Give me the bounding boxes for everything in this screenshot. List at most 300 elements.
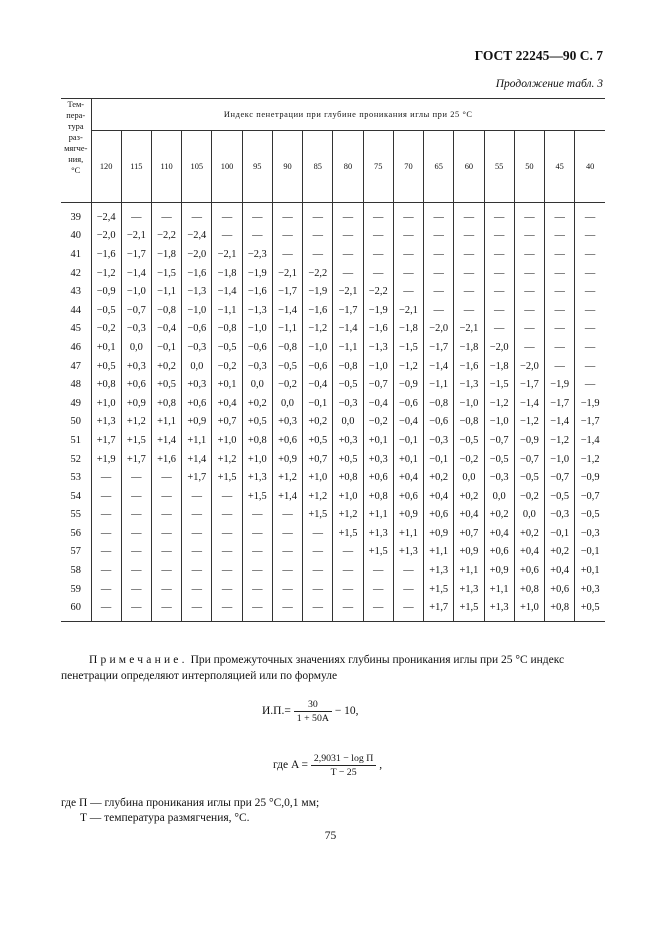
depth-header-cell: 60 bbox=[454, 131, 484, 203]
index-value-cell: — bbox=[584, 286, 596, 298]
index-value-cell: — bbox=[91, 598, 121, 621]
index-value-cell: — bbox=[272, 245, 302, 264]
index-value-cell: +0,4 bbox=[424, 487, 454, 506]
formula2-tail: , bbox=[379, 759, 383, 772]
index-value-cell: −0,1 bbox=[580, 546, 600, 558]
index-value-cell: 0,0 bbox=[182, 357, 212, 376]
index-value-cell: −0,8 bbox=[454, 413, 484, 432]
index-value-cell: −0,2 bbox=[212, 357, 242, 376]
table-row bbox=[61, 227, 605, 246]
index-value-cell: +1,1 bbox=[484, 580, 514, 599]
index-value-cell: — bbox=[303, 580, 333, 599]
index-value-cell: — bbox=[333, 264, 363, 283]
index-value-cell: −1,4 bbox=[272, 301, 302, 320]
index-value-cell: +0,2 bbox=[303, 413, 333, 432]
index-value-cell: +0,8 bbox=[514, 580, 544, 599]
index-value-cell: −1,2 bbox=[91, 264, 121, 283]
formula1-fraction bbox=[294, 698, 332, 725]
index-value-cell: −1,6 bbox=[91, 245, 121, 264]
index-value-cell: +0,4 bbox=[393, 468, 423, 487]
index-value-cell: −0,5 bbox=[545, 487, 575, 506]
formula2-numerator: 2,9031 − log П bbox=[311, 752, 376, 766]
index-value-cell: — bbox=[484, 208, 514, 227]
temp-header-line: тура bbox=[67, 122, 84, 131]
index-value-cell: +0,3 bbox=[121, 357, 151, 376]
index-value-cell: — bbox=[151, 598, 181, 621]
depth-header-cell: 50 bbox=[514, 131, 544, 203]
index-value-cell: — bbox=[272, 227, 302, 246]
index-value-cell: +1,7 bbox=[424, 598, 454, 621]
index-value-cell: −0,5 bbox=[212, 338, 242, 357]
formula2-denominator: T − 25 bbox=[330, 767, 357, 778]
index-value-cell: −0,9 bbox=[580, 472, 600, 484]
index-value-cell: +0,3 bbox=[363, 450, 393, 469]
temperature-cell: 47 bbox=[61, 357, 91, 376]
index-value-cell: — bbox=[584, 341, 596, 353]
index-value-cell: +1,0 bbox=[212, 431, 242, 450]
index-value-cell: — bbox=[454, 245, 484, 264]
table-row bbox=[61, 543, 605, 562]
index-value-cell: −0,3 bbox=[424, 431, 454, 450]
index-value-cell: — bbox=[584, 211, 596, 223]
index-value-cell: — bbox=[545, 264, 575, 283]
index-value-cell: −0,2 bbox=[454, 450, 484, 469]
table-row bbox=[61, 208, 605, 227]
index-value-cell: −2,0 bbox=[514, 357, 544, 376]
depth-header-cell: 90 bbox=[272, 131, 302, 203]
index-value-cell: −2,1 bbox=[121, 227, 151, 246]
index-value-cell: −1,1 bbox=[212, 301, 242, 320]
index-value-cell: −2,0 bbox=[91, 227, 121, 246]
index-value-cell: — bbox=[454, 282, 484, 301]
index-value-cell: — bbox=[545, 227, 575, 246]
index-value-cell: −1,7 bbox=[424, 338, 454, 357]
temp-header-line: пера- bbox=[66, 111, 86, 120]
index-value-cell: +1,5 bbox=[424, 580, 454, 599]
index-value-cell: — bbox=[393, 580, 423, 599]
index-value-cell: −0,6 bbox=[242, 338, 272, 357]
index-value-cell: 0,0 bbox=[484, 487, 514, 506]
index-value-cell: −0,5 bbox=[91, 301, 121, 320]
index-value-cell: −1,6 bbox=[454, 357, 484, 376]
index-value-cell: — bbox=[514, 282, 544, 301]
index-value-cell: +1,1 bbox=[424, 543, 454, 562]
index-value-cell: −0,7 bbox=[545, 468, 575, 487]
temperature-cell: 59 bbox=[61, 580, 91, 599]
index-value-cell: −1,6 bbox=[242, 282, 272, 301]
index-value-cell: — bbox=[242, 524, 272, 543]
index-value-cell: +0,4 bbox=[454, 506, 484, 525]
index-value-cell: — bbox=[151, 468, 181, 487]
table-row bbox=[61, 413, 605, 432]
penetration-index-formula bbox=[262, 698, 359, 725]
index-value-cell: +0,7 bbox=[454, 524, 484, 543]
index-value-cell: +0,6 bbox=[121, 375, 151, 394]
temperature-cell: 57 bbox=[61, 543, 91, 562]
index-value-cell: — bbox=[151, 580, 181, 599]
index-value-cell: −1,0 bbox=[484, 413, 514, 432]
temp-header-line: мягче- bbox=[64, 144, 88, 153]
index-value-cell: +0,3 bbox=[272, 413, 302, 432]
index-value-cell: −1,7 bbox=[333, 301, 363, 320]
index-value-cell: — bbox=[151, 208, 181, 227]
index-value-cell: — bbox=[484, 245, 514, 264]
table-note bbox=[61, 652, 607, 684]
index-value-cell: −1,9 bbox=[545, 375, 575, 394]
table-row bbox=[61, 561, 605, 580]
index-value-cell: +0,5 bbox=[333, 450, 363, 469]
index-value-cell: −0,8 bbox=[424, 394, 454, 413]
index-value-cell: — bbox=[151, 524, 181, 543]
index-value-cell: −1,8 bbox=[454, 338, 484, 357]
index-value-cell: −1,4 bbox=[333, 320, 363, 339]
index-value-cell: −0,3 bbox=[182, 338, 212, 357]
index-value-cell: — bbox=[545, 320, 575, 339]
index-value-cell: −1,0 bbox=[363, 357, 393, 376]
formula1-lhs: И.П.= bbox=[262, 705, 291, 718]
index-value-cell: — bbox=[242, 506, 272, 525]
index-value-cell: −0,1 bbox=[393, 431, 423, 450]
index-value-cell: — bbox=[454, 301, 484, 320]
temperature-cell: 43 bbox=[61, 282, 91, 301]
index-value-cell: −2,0 bbox=[484, 338, 514, 357]
index-value-cell: — bbox=[212, 561, 242, 580]
index-value-cell: −1,9 bbox=[363, 301, 393, 320]
index-value-cell: −0,7 bbox=[363, 375, 393, 394]
table-row bbox=[61, 282, 605, 301]
index-value-cell: −0,4 bbox=[363, 394, 393, 413]
index-value-cell: — bbox=[151, 506, 181, 525]
index-value-cell: — bbox=[242, 598, 272, 621]
index-value-cell: +1,5 bbox=[242, 487, 272, 506]
index-value-cell: — bbox=[393, 598, 423, 621]
index-value-cell: +0,2 bbox=[514, 524, 544, 543]
index-value-cell: — bbox=[363, 208, 393, 227]
depth-header-cell: 80 bbox=[333, 131, 363, 203]
index-value-cell: — bbox=[242, 227, 272, 246]
index-value-cell: +1,1 bbox=[454, 561, 484, 580]
depth-header-cell: 120 bbox=[91, 131, 121, 203]
index-value-cell: +0,4 bbox=[212, 394, 242, 413]
index-value-cell: −1,2 bbox=[580, 453, 600, 465]
index-value-cell: — bbox=[272, 580, 302, 599]
index-value-cell: — bbox=[333, 208, 363, 227]
index-value-cell: — bbox=[514, 227, 544, 246]
table-row bbox=[61, 338, 605, 357]
index-value-cell: — bbox=[303, 561, 333, 580]
index-value-cell: −1,0 bbox=[121, 282, 151, 301]
index-value-cell: +0,6 bbox=[182, 394, 212, 413]
index-value-cell: −1,8 bbox=[151, 245, 181, 264]
document-reference: ГОСТ 22245—90 С. 7 bbox=[474, 48, 603, 63]
index-value-cell: 0,0 bbox=[333, 413, 363, 432]
index-value-cell: +1,3 bbox=[363, 524, 393, 543]
index-value-cell: — bbox=[333, 580, 363, 599]
index-value-cell: — bbox=[584, 248, 596, 260]
index-value-cell: −0,5 bbox=[580, 509, 600, 521]
index-value-cell: — bbox=[333, 543, 363, 562]
index-value-cell: — bbox=[584, 379, 596, 391]
depth-header-cell: 40 bbox=[575, 131, 605, 203]
index-value-cell: −0,9 bbox=[91, 282, 121, 301]
formula1-denominator: 1 + 50A bbox=[296, 713, 329, 724]
index-value-cell: +0,2 bbox=[151, 357, 181, 376]
index-value-cell: — bbox=[393, 282, 423, 301]
temperature-cell: 55 bbox=[61, 506, 91, 525]
index-value-cell: +0,5 bbox=[242, 413, 272, 432]
table-row bbox=[61, 524, 605, 543]
index-value-cell: — bbox=[393, 227, 423, 246]
index-value-cell: +1,0 bbox=[242, 450, 272, 469]
table-row bbox=[61, 598, 605, 621]
index-value-cell: −0,3 bbox=[333, 394, 363, 413]
index-value-cell: — bbox=[393, 208, 423, 227]
index-value-cell: −2,0 bbox=[424, 320, 454, 339]
index-value-cell: 0,0 bbox=[121, 338, 151, 357]
index-value-cell: +1,3 bbox=[393, 543, 423, 562]
index-value-cell: — bbox=[121, 524, 151, 543]
index-value-cell: — bbox=[454, 208, 484, 227]
table-row bbox=[61, 487, 605, 506]
index-value-cell: −1,7 bbox=[272, 282, 302, 301]
index-value-cell: −0,1 bbox=[303, 394, 333, 413]
index-value-cell: −1,6 bbox=[363, 320, 393, 339]
index-value-cell: +1,5 bbox=[363, 543, 393, 562]
index-value-cell: — bbox=[121, 208, 151, 227]
index-value-cell: — bbox=[272, 561, 302, 580]
index-value-cell: +1,1 bbox=[151, 413, 181, 432]
index-value-cell: +0,8 bbox=[91, 375, 121, 394]
index-value-cell: −0,3 bbox=[545, 506, 575, 525]
index-value-cell: −1,9 bbox=[580, 397, 600, 409]
index-value-cell: — bbox=[121, 561, 151, 580]
page-number: 75 bbox=[324, 830, 337, 842]
index-value-cell: — bbox=[121, 468, 151, 487]
index-value-cell: 0,0 bbox=[514, 506, 544, 525]
index-value-cell: +1,5 bbox=[303, 506, 333, 525]
index-value-cell: +1,9 bbox=[91, 450, 121, 469]
index-value-cell: −1,7 bbox=[545, 394, 575, 413]
index-value-cell: −1,0 bbox=[454, 394, 484, 413]
index-value-cell: +0,3 bbox=[182, 375, 212, 394]
index-value-cell: — bbox=[182, 543, 212, 562]
index-value-cell: — bbox=[584, 304, 596, 316]
index-value-cell: — bbox=[151, 561, 181, 580]
index-value-cell: — bbox=[363, 245, 393, 264]
index-value-cell: — bbox=[272, 543, 302, 562]
index-value-cell: — bbox=[182, 208, 212, 227]
index-value-cell: — bbox=[303, 245, 333, 264]
depth-header-cell: 85 bbox=[303, 131, 333, 203]
index-value-cell: −2,4 bbox=[91, 208, 121, 227]
index-value-cell: — bbox=[182, 487, 212, 506]
depth-header-cell: 115 bbox=[121, 131, 151, 203]
index-value-cell: −0,7 bbox=[514, 450, 544, 469]
index-value-cell: −1,3 bbox=[454, 375, 484, 394]
index-value-cell: — bbox=[484, 282, 514, 301]
index-value-cell: −1,7 bbox=[514, 375, 544, 394]
index-value-cell: +1,2 bbox=[333, 506, 363, 525]
formula1-numerator: 30 bbox=[294, 698, 332, 712]
table-row bbox=[61, 245, 605, 264]
index-value-cell: +0,1 bbox=[393, 450, 423, 469]
index-value-cell: +0,4 bbox=[484, 524, 514, 543]
index-value-cell: +0,5 bbox=[151, 375, 181, 394]
index-value-cell: −2,0 bbox=[182, 245, 212, 264]
index-value-cell: +0,1 bbox=[212, 375, 242, 394]
index-value-cell: — bbox=[303, 524, 333, 543]
depth-header-cell: 55 bbox=[484, 131, 514, 203]
index-value-cell: −0,9 bbox=[514, 431, 544, 450]
index-value-cell: — bbox=[514, 301, 544, 320]
index-value-cell: −1,3 bbox=[242, 301, 272, 320]
index-value-cell: −0,5 bbox=[272, 357, 302, 376]
index-value-cell: −1,1 bbox=[272, 320, 302, 339]
index-value-cell: +1,7 bbox=[121, 450, 151, 469]
index-value-cell: −1,8 bbox=[484, 357, 514, 376]
index-value-cell: — bbox=[514, 208, 544, 227]
index-value-cell: +0,2 bbox=[545, 543, 575, 562]
depth-header-cell: 70 bbox=[393, 131, 423, 203]
index-value-cell: 0,0 bbox=[242, 375, 272, 394]
temp-header-line: ния, bbox=[68, 155, 84, 164]
index-value-cell: +0,4 bbox=[545, 561, 575, 580]
index-value-cell: −1,2 bbox=[393, 357, 423, 376]
index-value-cell: −0,5 bbox=[333, 375, 363, 394]
index-value-cell: −1,1 bbox=[151, 282, 181, 301]
index-value-cell: +0,9 bbox=[121, 394, 151, 413]
penetration-group-header: Индекс пенетрации при глубине проникания иглы при 25 °С bbox=[91, 99, 605, 131]
index-value-cell: +1,3 bbox=[454, 580, 484, 599]
index-value-cell: — bbox=[121, 506, 151, 525]
index-value-cell: −1,2 bbox=[303, 320, 333, 339]
index-value-cell: — bbox=[454, 227, 484, 246]
formula2-fraction bbox=[311, 752, 376, 779]
index-value-cell: −0,8 bbox=[272, 338, 302, 357]
index-value-cell: — bbox=[393, 245, 423, 264]
temperature-cell: 51 bbox=[61, 431, 91, 450]
temperature-cell: 45 bbox=[61, 320, 91, 339]
index-value-cell: — bbox=[121, 598, 151, 621]
index-value-cell: −2,2 bbox=[363, 282, 393, 301]
index-value-cell: +0,5 bbox=[303, 431, 333, 450]
index-value-cell: −1,4 bbox=[121, 264, 151, 283]
index-value-cell: — bbox=[212, 227, 242, 246]
index-value-cell: — bbox=[584, 267, 596, 279]
index-value-cell: −1,5 bbox=[151, 264, 181, 283]
index-value-cell: +0,5 bbox=[575, 598, 605, 621]
index-value-cell: +0,6 bbox=[272, 431, 302, 450]
depth-header-cell: 75 bbox=[363, 131, 393, 203]
index-value-cell: +1,2 bbox=[121, 413, 151, 432]
index-value-cell: +0,8 bbox=[333, 468, 363, 487]
index-value-cell: — bbox=[545, 282, 575, 301]
index-value-cell: +0,9 bbox=[393, 506, 423, 525]
depth-header-cell: 95 bbox=[242, 131, 272, 203]
index-value-cell: — bbox=[545, 357, 575, 376]
index-value-cell: — bbox=[424, 208, 454, 227]
definition-temperature: T — температура размягчения, °С. bbox=[80, 812, 250, 824]
index-value-cell: −0,2 bbox=[91, 320, 121, 339]
depth-header-cell: 105 bbox=[182, 131, 212, 203]
index-value-cell: +0,1 bbox=[91, 338, 121, 357]
temperature-cell: 54 bbox=[61, 487, 91, 506]
index-value-cell: −2,4 bbox=[182, 227, 212, 246]
index-value-cell: +0,8 bbox=[242, 431, 272, 450]
depth-header-cell: 110 bbox=[151, 131, 181, 203]
index-value-cell: −0,6 bbox=[424, 413, 454, 432]
table-continuation-label: Продолжение табл. 3 bbox=[495, 78, 603, 90]
index-value-cell: −1,6 bbox=[303, 301, 333, 320]
table-row bbox=[61, 320, 605, 339]
index-value-cell: −0,8 bbox=[151, 301, 181, 320]
index-value-cell: — bbox=[333, 598, 363, 621]
index-value-cell: — bbox=[584, 230, 596, 242]
index-value-cell: — bbox=[424, 227, 454, 246]
index-value-cell: +0,9 bbox=[182, 413, 212, 432]
index-value-cell: — bbox=[212, 524, 242, 543]
index-value-cell: −0,5 bbox=[484, 450, 514, 469]
index-value-cell: +0,6 bbox=[545, 580, 575, 599]
index-value-cell: −0,6 bbox=[182, 320, 212, 339]
index-value-cell: −2,3 bbox=[242, 245, 272, 264]
index-value-cell: −1,1 bbox=[333, 338, 363, 357]
index-value-cell: — bbox=[424, 282, 454, 301]
index-value-cell: — bbox=[333, 561, 363, 580]
index-value-cell: +1,2 bbox=[212, 450, 242, 469]
index-value-cell: −0,6 bbox=[393, 394, 423, 413]
index-value-cell: +1,2 bbox=[272, 468, 302, 487]
index-value-cell: −0,4 bbox=[393, 413, 423, 432]
temperature-cell: 58 bbox=[61, 561, 91, 580]
index-value-cell: — bbox=[484, 301, 514, 320]
index-value-cell: −1,8 bbox=[393, 320, 423, 339]
index-value-cell: +1,7 bbox=[182, 468, 212, 487]
index-value-cell: — bbox=[363, 264, 393, 283]
index-value-cell: — bbox=[363, 227, 393, 246]
index-value-cell: +1,3 bbox=[484, 598, 514, 621]
index-value-cell: — bbox=[182, 598, 212, 621]
index-value-cell: — bbox=[393, 264, 423, 283]
index-value-cell: +1,1 bbox=[393, 524, 423, 543]
temp-header-line: Тем- bbox=[67, 100, 85, 109]
index-value-cell: +0,6 bbox=[363, 468, 393, 487]
index-value-cell: — bbox=[242, 580, 272, 599]
index-value-cell: −1,6 bbox=[182, 264, 212, 283]
index-value-cell: +1,2 bbox=[303, 487, 333, 506]
index-value-cell: −0,7 bbox=[484, 431, 514, 450]
index-value-cell: −0,5 bbox=[514, 468, 544, 487]
depth-header-row bbox=[61, 131, 605, 203]
index-value-cell: — bbox=[514, 320, 544, 339]
table-row bbox=[61, 264, 605, 283]
symbol-definitions bbox=[61, 796, 319, 826]
index-value-cell: −1,2 bbox=[514, 413, 544, 432]
index-value-cell: +0,2 bbox=[484, 506, 514, 525]
index-value-cell: −0,4 bbox=[303, 375, 333, 394]
index-value-cell: — bbox=[91, 468, 121, 487]
index-value-cell: — bbox=[303, 598, 333, 621]
index-value-cell: −0,2 bbox=[363, 413, 393, 432]
index-value-cell: −0,1 bbox=[151, 338, 181, 357]
index-value-cell: +0,4 bbox=[514, 543, 544, 562]
a-coefficient-formula bbox=[273, 752, 382, 779]
index-value-cell: — bbox=[514, 264, 544, 283]
table-row bbox=[61, 506, 605, 525]
index-value-cell: +0,9 bbox=[484, 561, 514, 580]
index-value-cell: −0,4 bbox=[151, 320, 181, 339]
table-body bbox=[61, 203, 605, 622]
